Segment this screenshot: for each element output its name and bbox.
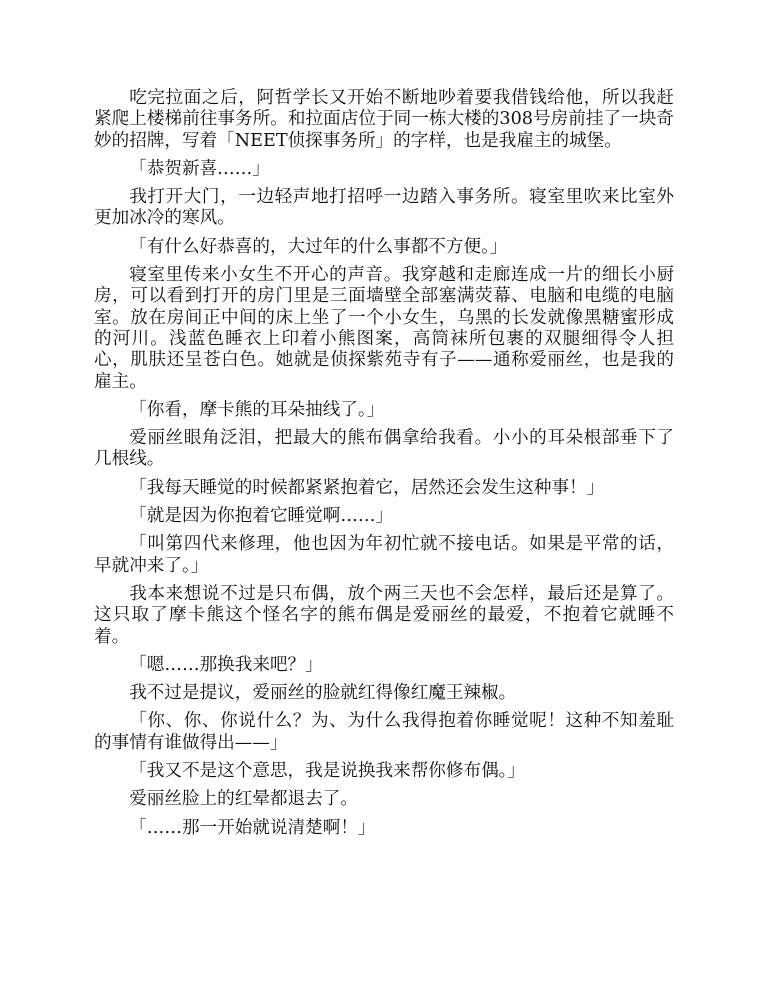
dialogue-line: 「我每天睡觉的时候都紧紧抱着它，居然还会发生这种事！」 [129, 477, 605, 498]
dialogue-line: 「嗯……那换我来吧？」 [129, 654, 323, 675]
dialogue-line: 「……那一开始就说清楚啊！」 [129, 817, 376, 838]
paragraph: 爱丽丝脸上的红晕都退去了。 [129, 789, 358, 810]
dialogue-line: 「恭贺新喜……」 [129, 158, 270, 179]
dialogue-line: 「叫第四代来修理，他也因为年初忙就不接电话。如果是平常的话，早就冲来了。」 [94, 534, 674, 576]
paragraph: 爱丽丝眼角泛泪，把最大的熊布偶拿给我看。小小的耳朵根部垂下了几根线。 [94, 428, 674, 470]
dialogue-line: 「我又不是这个意思，我是说换我来帮你修布偶。」 [129, 761, 526, 782]
paragraph: 我打开大门，一边轻声地打招呼一边踏入事务所。寝室里吹来比室外更加冰冷的寒风。 [94, 187, 674, 229]
paragraph: 寝室里传来小女生不开心的声音。我穿越和走廊连成一片的细长小厨房，可以看到打开的房门里是三面墙壁全部塞满荧幕、电脑和电缆的电脑室。放在房间正中间的床上坐了一个小女生，乌黑的长发就像黑糖蜜形成的河川。浅蓝色睡衣上印着小熊图案，高筒袜所包裹的双腿细得令人担心，肌肤还呈苍白色。她就是侦探紫苑寺有子——通称爱丽丝，也是我的雇主。 [94, 265, 674, 392]
paragraph: 我不过是提议，爱丽丝的脸就红得像红魔王辣椒。 [129, 683, 517, 704]
paragraph: 吃完拉面之后，阿哲学长又开始不断地吵着要我借钱给他，所以我赶紧爬上楼梯前往事务所。和拉面店位于同一栋大楼的308号房前挂了一块奇妙的招牌，写着「NEET侦探事务所」的字样，也是我雇主的城堡。 [94, 88, 674, 151]
dialogue-line: 「就是因为你抱着它睡觉啊……」 [129, 506, 394, 527]
document-body [94, 88, 674, 846]
dialogue-line: 「有什么好恭喜的，大过年的什么事都不方便。」 [129, 236, 508, 257]
dialogue-line: 「你看，摩卡熊的耳朵抽线了。」 [129, 399, 385, 420]
paragraph: 我本来想说不过是只布偶，放个两三天也不会怎样，最后还是算了。这只取了摩卡熊这个怪名字的熊布偶是爱丽丝的最爱，不抱着它就睡不着。 [94, 583, 674, 647]
dialogue-line: 「你、你、你说什么？为、为什么我得抱着你睡觉呢！这种不知羞耻的事情有谁做得出——」 [94, 711, 674, 753]
